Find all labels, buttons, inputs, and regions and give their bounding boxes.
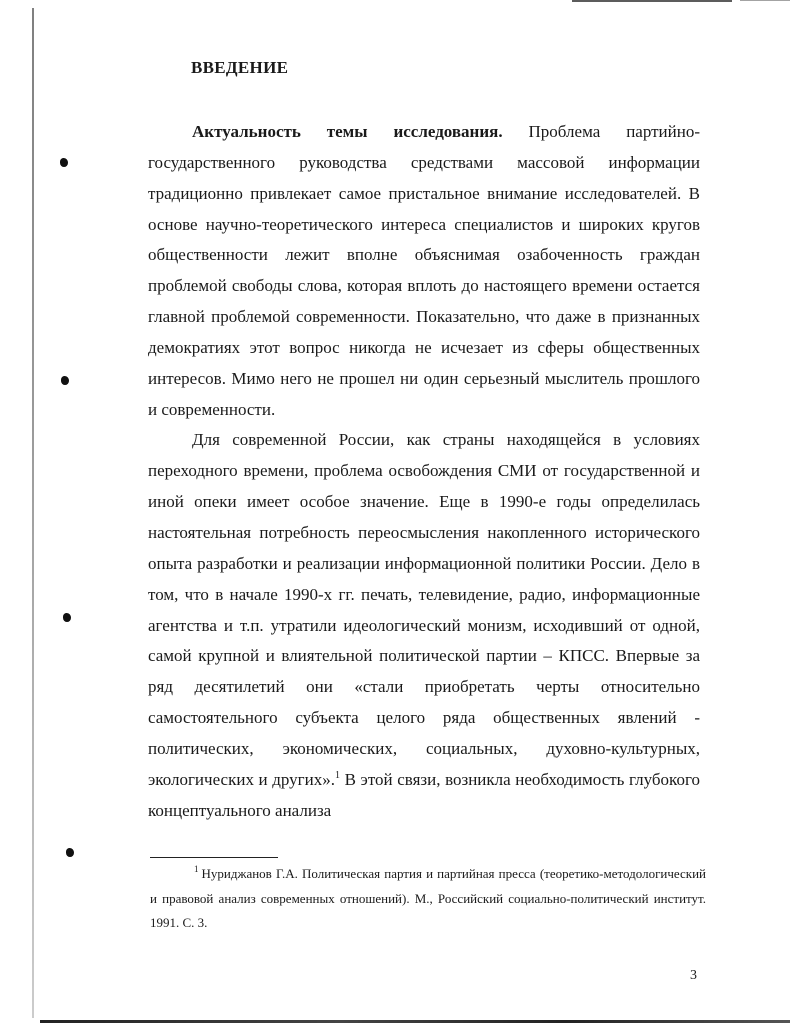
scan-top-mark	[572, 0, 732, 2]
scan-bottom-edge	[40, 1020, 790, 1023]
section-heading: ВВЕДЕНИЕ	[191, 58, 289, 77]
scan-top-dash	[740, 0, 790, 1]
footnote	[150, 862, 706, 936]
paragraph-text: Для современной России, как страны находящейся в условиях переходного времени, проблема освобождения СМИ от государственной и иной опеки имеет особое значение. Еще в 1990-е годы определилась настоятельная потребность переосмысления накопленного исторического опыта разработки и реализации информационной политики России. Дело в том, что в начале 1990-х гг. печать, телевидение, радио, информационные агентства и т.п. утратили идеологический монизм, исходивший от одной, самой крупной и влиятельной политической партии – КПСС. Впервые за ряд десятилетий они «стали приобретать черты относительно самостоятельного субъекта целого ряда общественных явлений - политических, экономических, социальных, духовно-культурных, экологических и других».	[148, 430, 700, 789]
paragraph-text: Проблема партийно-государственного руководства средствами массовой информации традиционно привлекает самое пристальное внимание исследователей. В основе научно-теоретического интереса специалистов и широких кругов общественности лежит вполне объяснимая озабоченность граждан проблемой свободы слова, которая вплоть до настоящего времени остается главной проблемой современности. Показательно, что даже в признанных демократиях этот вопрос никогда не исчезает из сферы общественных интересов. Мимо него не прошел ни один серьезный мыслитель прошлого и современности.	[148, 122, 700, 419]
footnote-body: Нуриджанов Г.А. Политическая партия и партийная пресса (теоретико-методологический и правовой анализ современных отношений). М., Российский социально-политический институт. 1991. С. 3.	[150, 866, 706, 930]
footnote-reference[interactable]: 1	[335, 769, 340, 781]
body-text	[148, 117, 700, 826]
scan-edge-line	[32, 8, 34, 1018]
footnote-text	[150, 862, 706, 936]
footnote-separator	[150, 857, 278, 858]
page-number: 3	[690, 968, 697, 983]
footnote-number: 1	[194, 864, 199, 874]
paragraph-text: В этой связи, возникла необходимость глубокого концептуального анализа	[148, 769, 701, 820]
punch-hole-mark	[61, 376, 69, 385]
punch-hole-mark	[66, 848, 74, 857]
punch-hole-mark	[63, 613, 71, 622]
paragraph	[148, 425, 700, 826]
punch-hole-mark	[60, 158, 68, 167]
paragraph	[148, 117, 700, 425]
paragraph-lead: Актуальность темы исследования.	[192, 122, 503, 141]
